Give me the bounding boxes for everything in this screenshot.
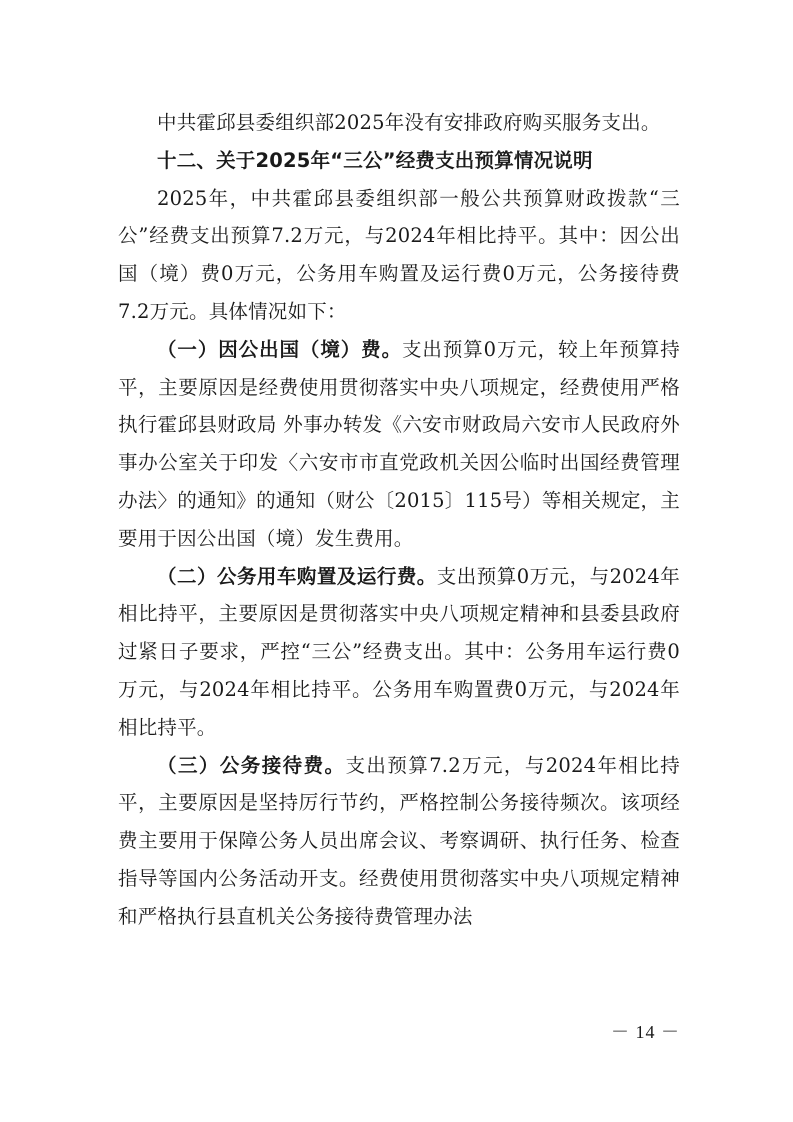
intro-text: 中共霍邱县委组织部2025年没有安排政府购买服务支出。 — [157, 111, 661, 134]
section-heading — [118, 142, 680, 180]
body-text — [118, 104, 680, 936]
section-12-title: 十二、关于2025年“三公”经费支出预算情况说明 — [157, 148, 593, 172]
summary-text: 2025年，中共霍邱县委组织部一般公共预算财政拨款“三公”经费支出预算7.2万元，与2024年相比持平。其中：因公出国（境）费0万元，公务用车购置及运行费0万元，公务接待费7.2万元。具体情况如下： — [118, 186, 680, 323]
item-body-3: 支出预算7.2万元，与2024年相比持平，主要原因是坚持厉行节约，严格控制公务接待频次。该项经费主要用于保障公务人员出席会议、考察调研、执行任务、检查指导等国内公务活动开支。经费使用贯彻落实中央八项规定精神和严格执行县直机关公务接待费管理办法 — [118, 753, 680, 928]
item-title-2: （二）公务用车购置及运行费。 — [157, 564, 437, 588]
item-paragraph-1 — [118, 331, 680, 558]
item-title-1: （一）因公出国（境）费。 — [157, 337, 402, 361]
intro-paragraph — [118, 104, 680, 142]
summary-paragraph — [118, 180, 680, 331]
item-body-2: 支出预算0万元，与2024年相比持平，主要原因是贯彻落实中央八项规定精神和县委县政府过紧日子要求，严控“三公”经费支出。其中：公务用车运行费0万元，与2024年相比持平。公务用车购置费0万元，与2024年相比持平。 — [118, 564, 680, 739]
item-body-1: 支出预算0万元，较上年预算持平，主要原因是经费使用贯彻落实中央八项规定，经费使用严格执行霍邱县财政局 外事办转发《六安市财政局六安市人民政府外事办公室关于印发〈六安市市直党政机关因公临时出国经费管理办法〉的通知》的通知（财公〔2015〕115号）等相关规定，主要用于因公出国（境）发生费用。 — [118, 337, 680, 550]
item-paragraph-3 — [118, 747, 680, 936]
item-title-3: （三）公务接待费。 — [157, 753, 346, 777]
item-paragraph-2 — [118, 558, 680, 747]
page-number: － 14 － — [611, 1022, 680, 1042]
